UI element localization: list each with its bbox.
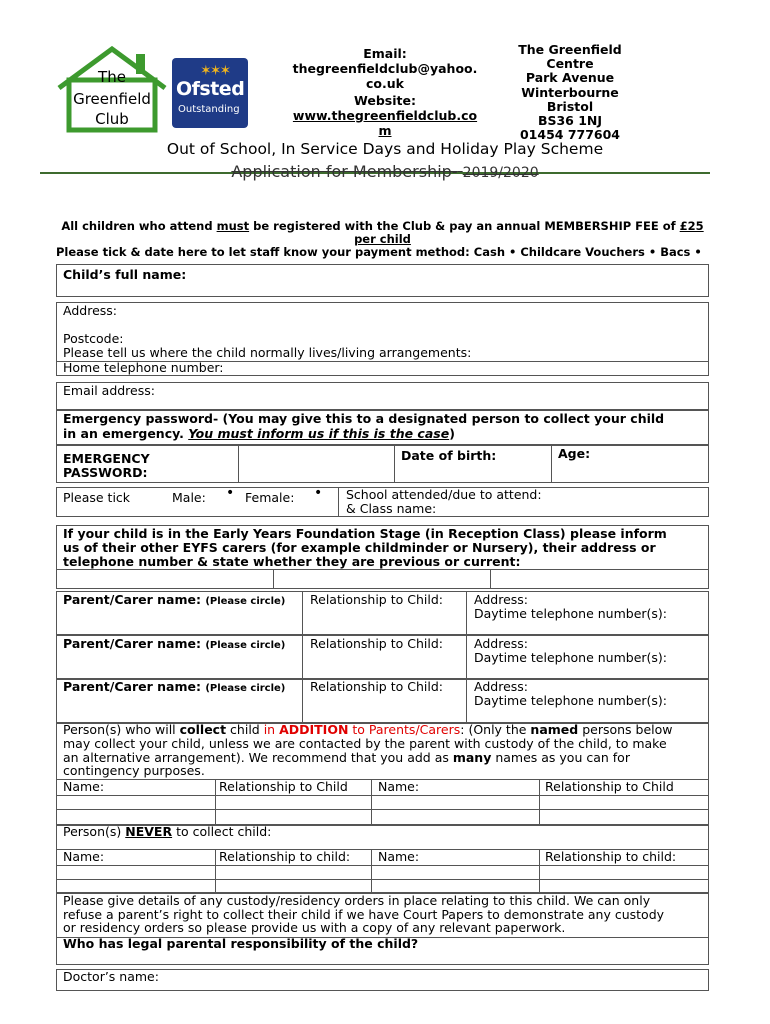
greenfield-club-logo	[56, 46, 168, 134]
male-checkbox[interactable]: •	[226, 485, 235, 501]
club-address: The Greenfield Centre Park Avenue Winterbourne Bristol BS36 1NJ 01454 777604	[518, 42, 622, 143]
ofsted-logo: ✶✶✶ Ofsted Outstanding	[172, 58, 248, 128]
svg-text:Greenfield: Greenfield	[73, 90, 151, 108]
age-field[interactable]: Age:	[558, 446, 591, 461]
payment-method-line: Please tick & date here to let staff know your payment method: Cash • Childcare Vouchers • Bacs •	[56, 245, 702, 259]
page-title: Out of School, In Service Days and Holiday Play Scheme	[166, 140, 604, 158]
website-link[interactable]: www.thegreenfieldclub.co	[292, 108, 478, 123]
membership-intro: All children who attend must be registered with the Club & pay an annual MEMBERSHIP FEE of £25 per child Please tick & date here to let staff know your payment method: Cash • Childcare Vouchers • Bacs •	[56, 220, 709, 259]
svg-text:The: The	[98, 68, 126, 86]
dob-field[interactable]: Date of birth:	[401, 448, 497, 463]
page-subtitle: Application for Membership- 2019/2020	[231, 162, 539, 181]
star-icon: ✶✶✶	[200, 63, 230, 79]
female-checkbox[interactable]: •	[314, 485, 323, 501]
svg-text:Club: Club	[95, 110, 129, 128]
contact-block: Email: thegreenfieldclub@yahoo. co.uk Website: www.thegreenfieldclub.co m	[286, 46, 484, 138]
emergency-password-input[interactable]	[239, 446, 393, 482]
home-telephone-field[interactable]: Home telephone number:	[63, 360, 224, 375]
school-field[interactable]: & Class name:	[346, 501, 437, 516]
